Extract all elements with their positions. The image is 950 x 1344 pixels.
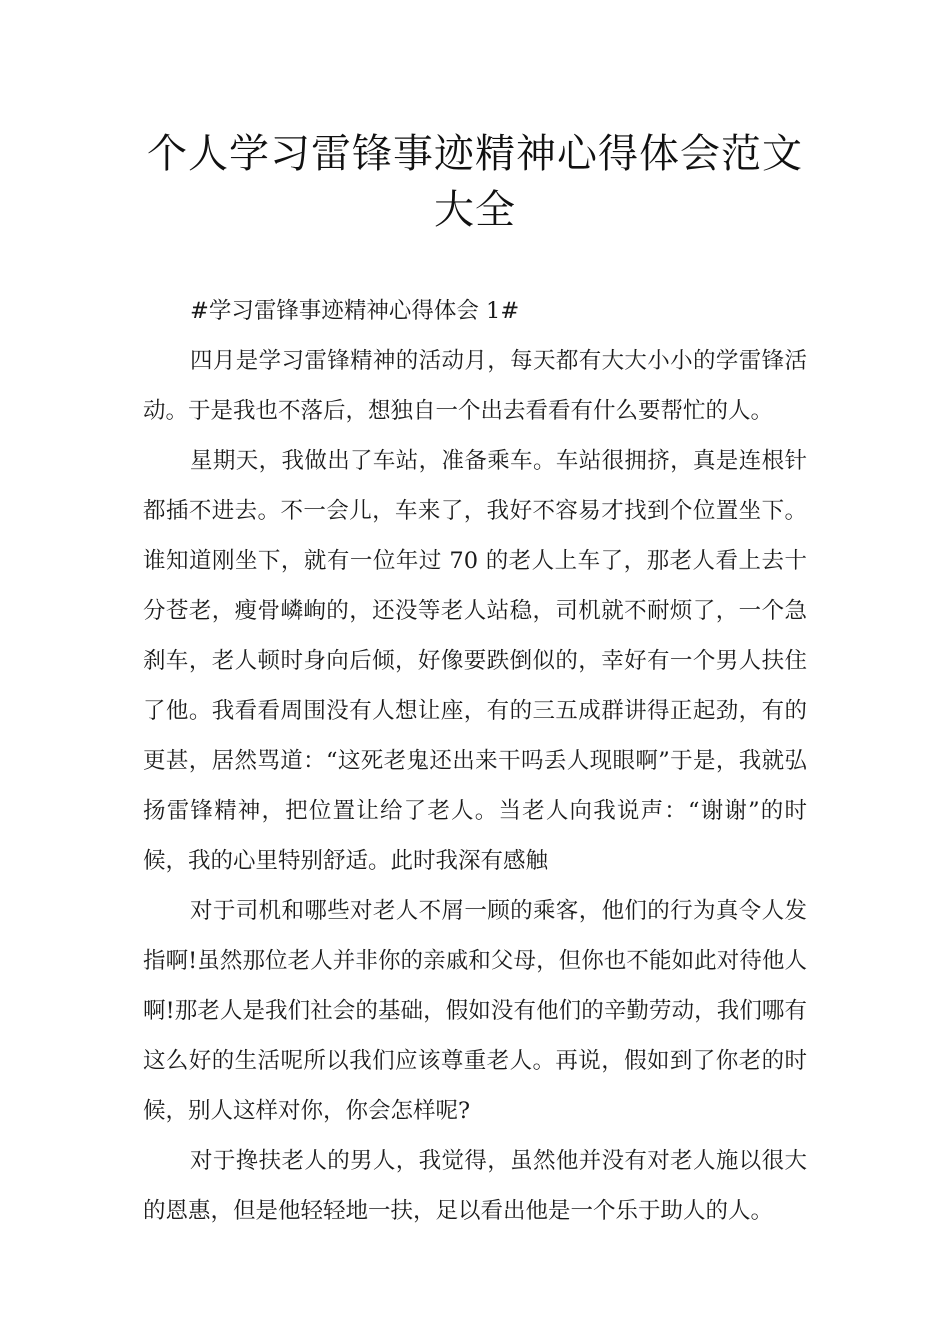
document-title: 个人学习雷锋事迹精神心得体会范文大全 [147,131,803,233]
paragraph-3: 对于司机和哪些对老人不屑一顾的乘客，他们的行为真令人发指啊!虽然那位老人并非你的亲戚和父母，但你也不能如此对待他人啊!那老人是我们社会的基础，假如没有他们的辛勤劳动，我们哪有这么好的生活呢所以我们应该尊重老人。再说，假如到了你老的时候，别人这样对你，你会怎样呢? [143,898,807,1124]
document-body [143,286,807,1236]
paragraph-2: 星期天，我做出了车站，准备乘车。车站很拥挤，真是连根针都插不进去。不一会儿，车来了，我好不容易才找到个位置坐下。谁知道刚坐下，就有一位年过 70 的老人上车了，那老人看上去十分苍老，瘦骨嶙峋的，还没等老人站稳，司机就不耐烦了，一个急刹车，老人顿时身向后倾，好像要跌倒似的，幸好有一个男人扶住了他。我看看周围没有人想让座，有的三五成群讲得正起劲，有的更甚，居然骂道：“这死老鬼还出来干吗丢人现眼啊”于是，我就弘扬雷锋精神，把位置让给了老人。当老人向我说声：“谢谢”的时候，我的心里特别舒适。此时我深有感触 [143,448,807,874]
paragraph-1: 四月是学习雷锋精神的活动月，每天都有大大小小的学雷锋活动。于是我也不落后，想独自一个出去看看有什么要帮忙的人。 [143,348,807,424]
section-heading: #学习雷锋事迹精神心得体会 1# [190,298,520,324]
paragraph-4: 对于搀扶老人的男人，我觉得，虽然他并没有对老人施以很大的恩惠，但是他轻轻地一扶，足以看出他是一个乐于助人的人。 [143,1148,807,1224]
